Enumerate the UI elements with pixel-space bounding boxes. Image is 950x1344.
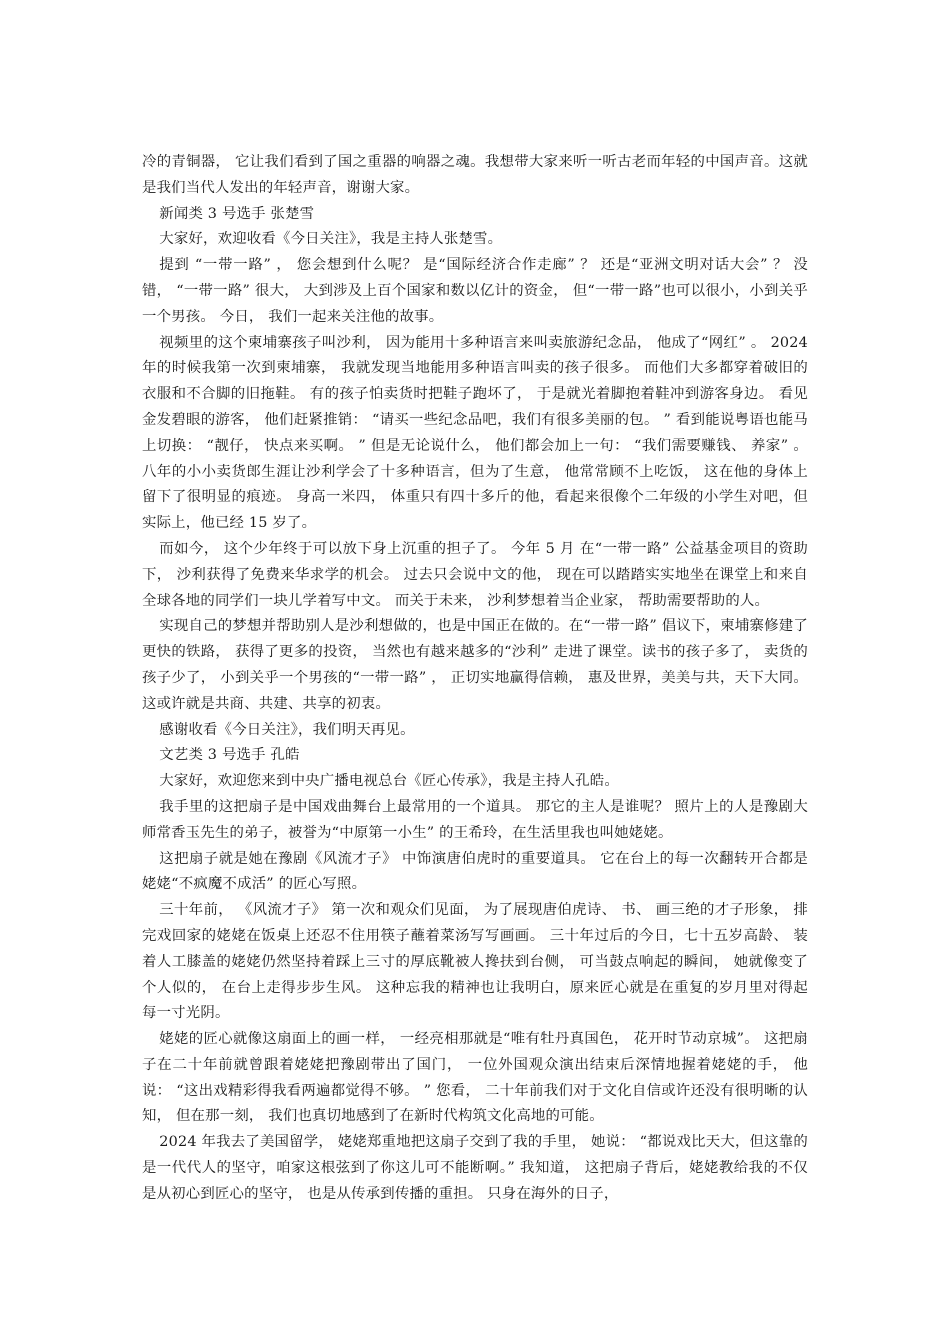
paragraph: 冷的青铜器， 它让我们看到了国之重器的响器之魂。我想带大家来听一听古老而年轻的中国声音。这就是我们当代人发出的年轻声音，谢谢大家。 xyxy=(142,154,808,196)
paragraph: 而如今， 这个少年终于可以放下身上沉重的担子了。 今年 5 月 在“一带一路” 公益基金项目的资助下， 沙利获得了免费来华求学的机会。 过去只会说中文的他， 现在可以踏踏实实地坐在课堂上和来自全球各地的同学们一块儿学着写中文。 而关于未来， 沙利梦想着当企业家， 帮助需要帮助的人。 xyxy=(142,540,808,609)
section-heading-news: 新闻类 3 号选手 张楚雪 xyxy=(159,205,315,222)
paragraph: 这把扇子就是她在豫剧《风流才子》 中饰演唐伯虎时的重要道具。 它在台上的每一次翻转开合都是姥姥“不疯魔不成活” 的匠心写照。 xyxy=(142,850,808,893)
paragraph: 感谢收看《今日关注》，我们明天再见。 xyxy=(159,721,415,738)
paragraph: 提到 “一带一路” ， 您会想到什么呢？ 是“国际经济合作走廊” ？ 还是“亚洲文明对话大会” ？ 没错， “一带一路” 很大， 大到涉及上百个国家和数以亿计的资金， 但“一带一路”也可以很小，小到关乎一个男孩。 今日， 我们一起来关注他的故事。 xyxy=(142,257,808,325)
paragraph: 2024 年我去了美国留学， 姥姥郑重地把这扇子交到了我的手里， 她说： “都说戏比天大，但这靠的是一代代人的坚守，咱家这根弦到了你这儿可不能断啊。” 我知道， 这把扇子背后，姥姥教给我的不仅是从初心到匠心的坚守， 也是从传承到传播的重担。 只身在海外的日子， xyxy=(142,1134,808,1202)
paragraph: 视频里的这个柬埔寨孩子叫沙利， 因为能用十多种语言来叫卖旅游纪念品， 他成了“网红” 。 2024 年的时候我第一次到柬埔寨， 我就发现当地能用多种语言叫卖的孩子很多。 而他们大多都穿着破旧的衣服和不合脚的旧拖鞋。 有的孩子怕卖货时把鞋子跑坏了， 于是就光着脚抱着鞋冲到游客身边。 看见金发碧眼的游客， 他们赶紧推销： “请买一些纪念品吧，我们有很多美丽的包。 ” 看到能说粤语也能马上切换： “靓仔， 快点来买啊。 ” 但是无论说什么， 他们都会加上一句： “我们需要赚钱、 养家” 。 八年的小小卖货郎生涯让沙利学会了十多种语言，但为了生意， 他常常顾不上吃饭， 这在他的身体上留下了很明显的痕迹。 身高一米四， 体重只有四十多斤的他，看起来很像个二年级的小学生对吧，但实际上，他已经 15 岁了。 xyxy=(142,334,808,532)
paragraph: 大家好，欢迎收看《今日关注》，我是主持人张楚雪。 xyxy=(159,231,503,248)
paragraph: 姥姥的匠心就像这扇面上的画一样， 一经亮相那就是“唯有牡丹真国色， 花开时节动京城”。 这把扇子在二十年前就曾跟着姥姥把豫剧带出了国门， 一位外国观众演出结束后深情地握着姥姥的手， 他说： “这出戏精彩得我看两遍都觉得不够。 ” 您看， 二十年前我们对于文化自信或许还没有很明晰的认知， 但在那一刻， 我们也真切地感到了在新时代构筑文化高地的可能。 xyxy=(142,1031,808,1125)
paragraph: 我手里的这把扇子是中国戏曲舞台上最常用的一个道具。 那它的主人是谁呢？ 照片上的人是豫剧大师常香玉先生的弟子，被誉为“中原第一小生” 的王希玲，在生活里我也叫她姥姥。 xyxy=(142,798,808,841)
section-heading-arts: 文艺类 3 号选手 孔皓 xyxy=(159,747,300,764)
paragraph: 实现自己的梦想并帮助别人是沙利想做的，也是中国正在做的。在“一带一路” 倡议下，柬埔寨修建了更快的铁路， 获得了更多的投资， 当然也有越来越多的“沙利” 走进了课堂。读书的孩子多了， 卖货的孩子少了， 小到关乎一个男孩的“一带一路” ， 正切实地赢得信赖， 惠及世界，美美与共，天下大同。这或许就是共商、共建、共享的初衷。 xyxy=(142,618,808,712)
paragraph: 大家好，欢迎您来到中央广播电视总台《匠心传承》，我是主持人孔皓。 xyxy=(159,773,619,790)
document-body xyxy=(142,150,808,1208)
paragraph: 三十年前， 《风流才子》 第一次和观众们见面， 为了展现唐伯虎诗、 书、 画三绝的才子形象， 排完戏回家的姥姥在饭桌上还忍不住用筷子蘸着菜汤写写画画。 三十年过后的今日，七十五岁高龄、 装着人工膝盖的姥姥仍然坚持着踩上三寸的厚底靴被人搀扶到台侧， 可当鼓点响起的瞬间， 她就像变了个人似的， 在台上走得步步生风。 这种忘我的精神也让我明白，原来匠心就是在重复的岁月里对得起每一寸光阴。 xyxy=(142,902,808,1022)
